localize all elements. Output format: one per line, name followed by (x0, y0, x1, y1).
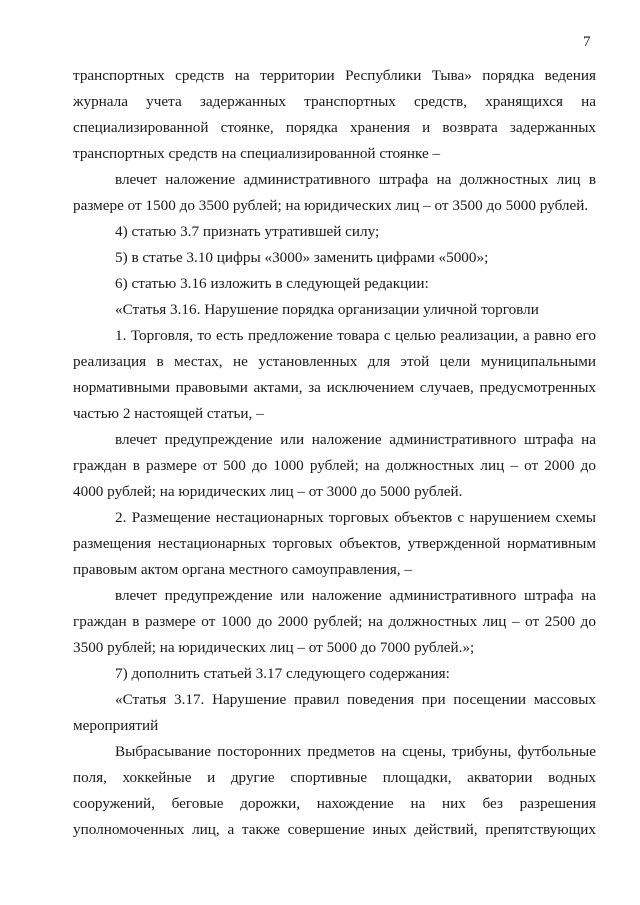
paragraph: транспортных средств на территории Республики Тыва» порядка ведения журнала учета задержанных транспортных средств, хранящихся на специализированной стоянке, порядка хранения и возврата задержанных транспортных средств на специализированной стоянке – (73, 67, 596, 162)
paragraph: 6) статью 3.16 изложить в следующей редакции: (115, 275, 429, 292)
article-heading: «Статья 3.16. Нарушение порядка организации уличной торговли (115, 301, 539, 318)
paragraph: 7) дополнить статьей 3.17 следующего содержания: (115, 665, 450, 682)
paragraph: Выбрасывание посторонних предметов на сцены, трибуны, футбольные поля, хоккейные и другие спортивные площадки, акватории водных сооружений, беговые дорожки, нахождение на них без разрешения уполномоченных лиц, а также совершение иных действий, препятствующих (73, 743, 596, 838)
page-number: 7 (583, 34, 591, 50)
paragraph: 1. Торговля, то есть предложение товара с целью реализации, а равно его реализация в местах, не установленных для этой цели муниципальными нормативными правовыми актами, за исключением случаев, предусмотренных частью 2 настоящей статьи, – (73, 327, 596, 422)
document-body (73, 63, 596, 843)
paragraph: 5) в статье 3.10 цифры «3000» заменить цифрами «5000»; (115, 249, 489, 266)
paragraph: влечет наложение административного штрафа на должностных лиц в размере от 1500 до 3500 рублей; на юридических лиц – от 3500 до 5000 рублей. (73, 171, 596, 214)
paragraph: 2. Размещение нестационарных торговых объектов с нарушением схемы размещения нестационарных торговых объектов, утвержденной нормативным правовым актом органа местного самоуправления, – (73, 509, 596, 578)
article-heading: «Статья 3.17. Нарушение правил поведения при посещении массовых мероприятий (73, 691, 596, 734)
paragraph: влечет предупреждение или наложение административного штрафа на граждан в размере от 500 до 1000 рублей; на должностных лиц – от 2000 до 4000 рублей; на юридических лиц – от 3000 до 5000 рублей. (73, 431, 596, 500)
paragraph: 4) статью 3.7 признать утратившей силу; (115, 223, 380, 240)
paragraph: влечет предупреждение или наложение административного штрафа на граждан в размере от 1000 до 2000 рублей; на должностных лиц – от 2500 до 3500 рублей; на юридических лиц – от 5000 до 7000 рублей.»; (73, 587, 596, 656)
